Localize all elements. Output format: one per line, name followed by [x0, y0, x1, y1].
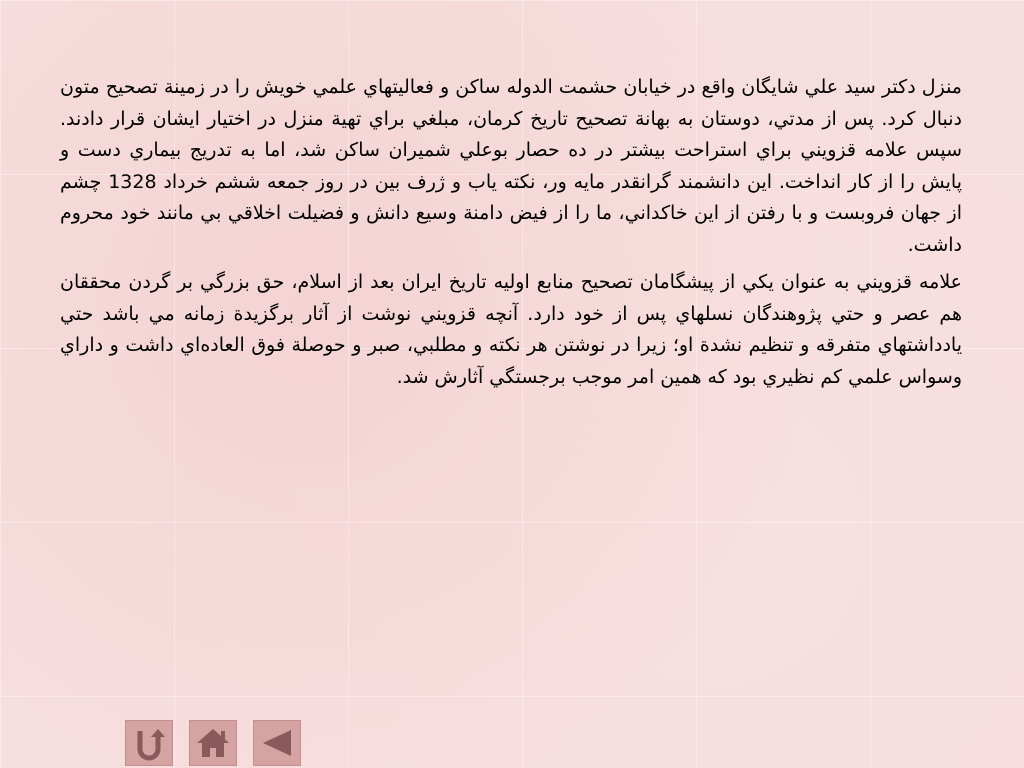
- document-body: [60, 72, 962, 399]
- previous-arrow-icon: [259, 726, 295, 760]
- return-arrow-icon: [131, 725, 167, 761]
- previous-button[interactable]: [253, 720, 301, 766]
- paragraph-2: علامه قزويني به عنوان يكي از پيشگامان تصحيح منابع اوليه تاريخ ايران بعد از اسلام، حق بزرگي بر گردن محققان هم عصر و حتي پژوهندگان نسلهاي پس از خود دارد. آنچه قزويني نوشت از آثار برگزيدة زمانه مي باشد حتي يادداشتهاي متفرقه و تنظيم نشدة او؛ زيرا در نوشتن هر نكته و مطلبي، صبر و حوصلة فوق العاده‌اي داشت و داراي وسواس علمي كم نظيري بود كه همين امر موجب برجستگي آثارش شد.: [60, 271, 962, 388]
- paragraph-1: منزل دكتر سيد علي شايگان واقع در خيابان حشمت الدوله ساكن و فعاليتهاي علمي خويش را در زمينة تصحيح متون دنبال كرد. پس از مدتي، دوستان به بهانة تصحيح تاريخ كرمان، مبلغي براي تهية منزل در اختيار ايشان قرار دادند. سپس علامه قزويني براي استراحت بيشتر در ده حصار بوعلي شميران ساكن شد، اما به تدريج بيماري دست و پايش را از كار انداخت. اين دانشمند گرانقدر مايه ور، نكته ياب و ژرف بين در روز جمعه ششم خرداد 1328 چشم از جهان فروبست و با رفتن از اين خاكداني، ما را از فيض دامنة وسيع دانش و فضيلت اخلاقي بي مانند خود محروم داشت.: [60, 76, 962, 256]
- home-button[interactable]: [189, 720, 237, 766]
- home-icon: [195, 726, 231, 760]
- return-button[interactable]: [125, 720, 173, 766]
- navigation-bar: [125, 720, 301, 766]
